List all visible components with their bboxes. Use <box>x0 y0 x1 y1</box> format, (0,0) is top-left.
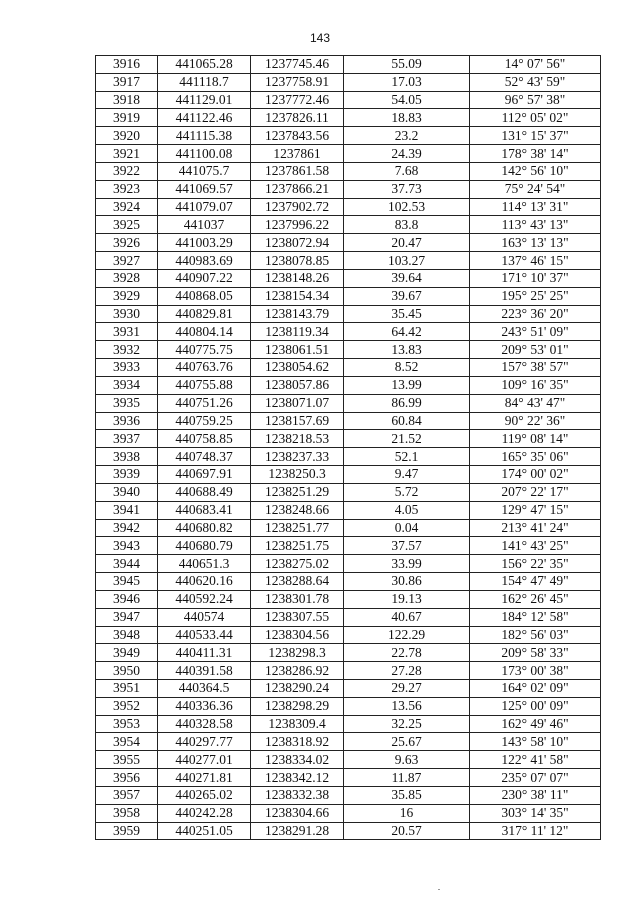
table-row <box>96 216 601 234</box>
direction-angle-cell: 75° 24' 54" <box>470 180 601 198</box>
point-number-cell: 3931 <box>96 323 158 341</box>
direction-angle-cell: 162° 49' 46" <box>470 715 601 733</box>
distance-cell: 64.42 <box>344 323 470 341</box>
coordinates-table <box>95 55 601 840</box>
y-coordinate-cell: 1238251.77 <box>251 519 344 537</box>
direction-angle-cell: 109° 16' 35" <box>470 376 601 394</box>
y-coordinate-cell: 1237861 <box>251 145 344 163</box>
point-number-cell: 3937 <box>96 430 158 448</box>
table-row <box>96 519 601 537</box>
x-coordinate-cell: 441100.08 <box>158 145 251 163</box>
y-coordinate-cell: 1238157.69 <box>251 412 344 430</box>
direction-angle-cell: 84° 43' 47" <box>470 394 601 412</box>
direction-angle-cell: 129° 47' 15" <box>470 501 601 519</box>
distance-cell: 27.28 <box>344 662 470 680</box>
point-number-cell: 3929 <box>96 287 158 305</box>
direction-angle-cell: 112° 05' 02" <box>470 109 601 127</box>
y-coordinate-cell: 1237996.22 <box>251 216 344 234</box>
point-number-cell: 3952 <box>96 697 158 715</box>
y-coordinate-cell: 1238288.64 <box>251 573 344 591</box>
point-number-cell: 3928 <box>96 269 158 287</box>
distance-cell: 54.05 <box>344 91 470 109</box>
point-number-cell: 3923 <box>96 180 158 198</box>
page-number: 143 <box>309 31 331 45</box>
y-coordinate-cell: 1237861.58 <box>251 162 344 180</box>
x-coordinate-cell: 441115.38 <box>158 127 251 145</box>
table-row <box>96 180 601 198</box>
distance-cell: 102.53 <box>344 198 470 216</box>
direction-angle-cell: 223° 36' 20" <box>470 305 601 323</box>
y-coordinate-cell: 1238078.85 <box>251 252 344 270</box>
table-row <box>96 198 601 216</box>
distance-cell: 25.67 <box>344 733 470 751</box>
y-coordinate-cell: 1238291.28 <box>251 822 344 840</box>
x-coordinate-cell: 440983.69 <box>158 252 251 270</box>
table-row <box>96 323 601 341</box>
table-row <box>96 590 601 608</box>
point-number-cell: 3924 <box>96 198 158 216</box>
table-row <box>96 56 601 74</box>
direction-angle-cell: 184° 12' 58" <box>470 608 601 626</box>
direction-angle-cell: 157° 38' 57" <box>470 359 601 377</box>
direction-angle-cell: 209° 58' 33" <box>470 644 601 662</box>
x-coordinate-cell: 440651.3 <box>158 555 251 573</box>
y-coordinate-cell: 1238248.66 <box>251 501 344 519</box>
distance-cell: 86.99 <box>344 394 470 412</box>
direction-angle-cell: 113° 43' 13" <box>470 216 601 234</box>
table-row <box>96 822 601 840</box>
table-row <box>96 359 601 377</box>
x-coordinate-cell: 440758.85 <box>158 430 251 448</box>
distance-cell: 33.99 <box>344 555 470 573</box>
table-row <box>96 127 601 145</box>
point-number-cell: 3954 <box>96 733 158 751</box>
y-coordinate-cell: 1238154.34 <box>251 287 344 305</box>
y-coordinate-cell: 1238072.94 <box>251 234 344 252</box>
y-coordinate-cell: 1238148.26 <box>251 269 344 287</box>
x-coordinate-cell: 440804.14 <box>158 323 251 341</box>
distance-cell: 83.8 <box>344 216 470 234</box>
distance-cell: 39.67 <box>344 287 470 305</box>
y-coordinate-cell: 1238304.66 <box>251 804 344 822</box>
y-coordinate-cell: 1238332.38 <box>251 786 344 804</box>
distance-cell: 7.68 <box>344 162 470 180</box>
y-coordinate-cell: 1238054.62 <box>251 359 344 377</box>
direction-angle-cell: 178° 38' 14" <box>470 145 601 163</box>
table-row <box>96 412 601 430</box>
x-coordinate-cell: 441069.57 <box>158 180 251 198</box>
table-row <box>96 394 601 412</box>
point-number-cell: 3930 <box>96 305 158 323</box>
x-coordinate-cell: 440271.81 <box>158 769 251 787</box>
x-coordinate-cell: 440242.28 <box>158 804 251 822</box>
point-number-cell: 3945 <box>96 573 158 591</box>
point-number-cell: 3920 <box>96 127 158 145</box>
x-coordinate-cell: 440391.58 <box>158 662 251 680</box>
point-number-cell: 3946 <box>96 590 158 608</box>
direction-angle-cell: 131° 15' 37" <box>470 127 601 145</box>
direction-angle-cell: 243° 51' 09" <box>470 323 601 341</box>
table-row <box>96 715 601 733</box>
distance-cell: 37.73 <box>344 180 470 198</box>
table-row <box>96 751 601 769</box>
point-number-cell: 3932 <box>96 341 158 359</box>
direction-angle-cell: 171° 10' 37" <box>470 269 601 287</box>
table-row <box>96 697 601 715</box>
point-number-cell: 3944 <box>96 555 158 573</box>
y-coordinate-cell: 1237843.56 <box>251 127 344 145</box>
table-row <box>96 252 601 270</box>
x-coordinate-cell: 440755.88 <box>158 376 251 394</box>
x-coordinate-cell: 440533.44 <box>158 626 251 644</box>
table-row <box>96 769 601 787</box>
direction-angle-cell: 154° 47' 49" <box>470 573 601 591</box>
point-number-cell: 3957 <box>96 786 158 804</box>
distance-cell: 18.83 <box>344 109 470 127</box>
distance-cell: 13.99 <box>344 376 470 394</box>
scan-artifact <box>438 889 440 890</box>
table-row <box>96 466 601 484</box>
point-number-cell: 3947 <box>96 608 158 626</box>
distance-cell: 24.39 <box>344 145 470 163</box>
y-coordinate-cell: 1238250.3 <box>251 466 344 484</box>
direction-angle-cell: 213° 41' 24" <box>470 519 601 537</box>
x-coordinate-cell: 441122.46 <box>158 109 251 127</box>
distance-cell: 4.05 <box>344 501 470 519</box>
distance-cell: 39.64 <box>344 269 470 287</box>
distance-cell: 13.83 <box>344 341 470 359</box>
direction-angle-cell: 141° 43' 25" <box>470 537 601 555</box>
x-coordinate-cell: 440763.76 <box>158 359 251 377</box>
point-number-cell: 3933 <box>96 359 158 377</box>
table-row <box>96 501 601 519</box>
table-row <box>96 341 601 359</box>
y-coordinate-cell: 1237772.46 <box>251 91 344 109</box>
y-coordinate-cell: 1237745.46 <box>251 56 344 74</box>
x-coordinate-cell: 440748.37 <box>158 448 251 466</box>
table-row <box>96 573 601 591</box>
table-row <box>96 287 601 305</box>
distance-cell: 11.87 <box>344 769 470 787</box>
point-number-cell: 3941 <box>96 501 158 519</box>
direction-angle-cell: 156° 22' 35" <box>470 555 601 573</box>
point-number-cell: 3955 <box>96 751 158 769</box>
direction-angle-cell: 163° 13' 13" <box>470 234 601 252</box>
y-coordinate-cell: 1238143.79 <box>251 305 344 323</box>
point-number-cell: 3940 <box>96 483 158 501</box>
table-row <box>96 162 601 180</box>
distance-cell: 55.09 <box>344 56 470 74</box>
y-coordinate-cell: 1238298.29 <box>251 697 344 715</box>
point-number-cell: 3938 <box>96 448 158 466</box>
direction-angle-cell: 119° 08' 14" <box>470 430 601 448</box>
x-coordinate-cell: 441079.07 <box>158 198 251 216</box>
direction-angle-cell: 317° 11' 12" <box>470 822 601 840</box>
x-coordinate-cell: 441003.29 <box>158 234 251 252</box>
y-coordinate-cell: 1238071.07 <box>251 394 344 412</box>
x-coordinate-cell: 440297.77 <box>158 733 251 751</box>
direction-angle-cell: 14° 07' 56" <box>470 56 601 74</box>
distance-cell: 60.84 <box>344 412 470 430</box>
direction-angle-cell: 207° 22' 17" <box>470 483 601 501</box>
distance-cell: 37.57 <box>344 537 470 555</box>
table-row <box>96 448 601 466</box>
x-coordinate-cell: 440775.75 <box>158 341 251 359</box>
distance-cell: 19.13 <box>344 590 470 608</box>
table-row <box>96 679 601 697</box>
distance-cell: 22.78 <box>344 644 470 662</box>
x-coordinate-cell: 440683.41 <box>158 501 251 519</box>
distance-cell: 20.47 <box>344 234 470 252</box>
table-row <box>96 537 601 555</box>
distance-cell: 40.67 <box>344 608 470 626</box>
x-coordinate-cell: 440251.05 <box>158 822 251 840</box>
x-coordinate-cell: 441118.7 <box>158 73 251 91</box>
direction-angle-cell: 174° 00' 02" <box>470 466 601 484</box>
x-coordinate-cell: 440328.58 <box>158 715 251 733</box>
x-coordinate-cell: 440265.02 <box>158 786 251 804</box>
y-coordinate-cell: 1238304.56 <box>251 626 344 644</box>
x-coordinate-cell: 440759.25 <box>158 412 251 430</box>
distance-cell: 52.1 <box>344 448 470 466</box>
y-coordinate-cell: 1238061.51 <box>251 341 344 359</box>
point-number-cell: 3925 <box>96 216 158 234</box>
y-coordinate-cell: 1238286.92 <box>251 662 344 680</box>
x-coordinate-cell: 440620.16 <box>158 573 251 591</box>
point-number-cell: 3939 <box>96 466 158 484</box>
x-coordinate-cell: 441075.7 <box>158 162 251 180</box>
distance-cell: 103.27 <box>344 252 470 270</box>
y-coordinate-cell: 1238119.34 <box>251 323 344 341</box>
direction-angle-cell: 235° 07' 07" <box>470 769 601 787</box>
point-number-cell: 3943 <box>96 537 158 555</box>
distance-cell: 35.45 <box>344 305 470 323</box>
distance-cell: 21.52 <box>344 430 470 448</box>
x-coordinate-cell: 440680.82 <box>158 519 251 537</box>
y-coordinate-cell: 1238307.55 <box>251 608 344 626</box>
x-coordinate-cell: 440592.24 <box>158 590 251 608</box>
distance-cell: 30.86 <box>344 573 470 591</box>
table-row <box>96 269 601 287</box>
distance-cell: 16 <box>344 804 470 822</box>
x-coordinate-cell: 441037 <box>158 216 251 234</box>
distance-cell: 29.27 <box>344 679 470 697</box>
x-coordinate-cell: 440868.05 <box>158 287 251 305</box>
distance-cell: 35.85 <box>344 786 470 804</box>
direction-angle-cell: 125° 00' 09" <box>470 697 601 715</box>
x-coordinate-cell: 440574 <box>158 608 251 626</box>
table-row <box>96 430 601 448</box>
y-coordinate-cell: 1238251.75 <box>251 537 344 555</box>
x-coordinate-cell: 440364.5 <box>158 679 251 697</box>
x-coordinate-cell: 441129.01 <box>158 91 251 109</box>
point-number-cell: 3927 <box>96 252 158 270</box>
y-coordinate-cell: 1238290.24 <box>251 679 344 697</box>
direction-angle-cell: 162° 26' 45" <box>470 590 601 608</box>
table-row <box>96 305 601 323</box>
distance-cell: 17.03 <box>344 73 470 91</box>
table-row <box>96 109 601 127</box>
y-coordinate-cell: 1238218.53 <box>251 430 344 448</box>
direction-angle-cell: 165° 35' 06" <box>470 448 601 466</box>
table-row <box>96 234 601 252</box>
point-number-cell: 3922 <box>96 162 158 180</box>
direction-angle-cell: 182° 56' 03" <box>470 626 601 644</box>
x-coordinate-cell: 440697.91 <box>158 466 251 484</box>
y-coordinate-cell: 1238309.4 <box>251 715 344 733</box>
y-coordinate-cell: 1238342.12 <box>251 769 344 787</box>
point-number-cell: 3919 <box>96 109 158 127</box>
point-number-cell: 3935 <box>96 394 158 412</box>
direction-angle-cell: 52° 43' 59" <box>470 73 601 91</box>
x-coordinate-cell: 440688.49 <box>158 483 251 501</box>
point-number-cell: 3958 <box>96 804 158 822</box>
direction-angle-cell: 114° 13' 31" <box>470 198 601 216</box>
point-number-cell: 3951 <box>96 679 158 697</box>
distance-cell: 122.29 <box>344 626 470 644</box>
direction-angle-cell: 137° 46' 15" <box>470 252 601 270</box>
table-row <box>96 73 601 91</box>
y-coordinate-cell: 1238237.33 <box>251 448 344 466</box>
direction-angle-cell: 142° 56' 10" <box>470 162 601 180</box>
table-row <box>96 733 601 751</box>
direction-angle-cell: 90° 22' 36" <box>470 412 601 430</box>
x-coordinate-cell: 440411.31 <box>158 644 251 662</box>
point-number-cell: 3959 <box>96 822 158 840</box>
table-row <box>96 626 601 644</box>
distance-cell: 9.47 <box>344 466 470 484</box>
direction-angle-cell: 143° 58' 10" <box>470 733 601 751</box>
point-number-cell: 3921 <box>96 145 158 163</box>
direction-angle-cell: 122° 41' 58" <box>470 751 601 769</box>
x-coordinate-cell: 441065.28 <box>158 56 251 74</box>
distance-cell: 20.57 <box>344 822 470 840</box>
y-coordinate-cell: 1237866.21 <box>251 180 344 198</box>
table-row <box>96 644 601 662</box>
point-number-cell: 3949 <box>96 644 158 662</box>
point-number-cell: 3956 <box>96 769 158 787</box>
point-number-cell: 3942 <box>96 519 158 537</box>
x-coordinate-cell: 440336.36 <box>158 697 251 715</box>
coordinates-table-body <box>96 56 601 840</box>
y-coordinate-cell: 1238057.86 <box>251 376 344 394</box>
table-row <box>96 483 601 501</box>
y-coordinate-cell: 1238318.92 <box>251 733 344 751</box>
point-number-cell: 3950 <box>96 662 158 680</box>
distance-cell: 0.04 <box>344 519 470 537</box>
direction-angle-cell: 96° 57' 38" <box>470 91 601 109</box>
x-coordinate-cell: 440277.01 <box>158 751 251 769</box>
table-row <box>96 145 601 163</box>
table-row <box>96 786 601 804</box>
distance-cell: 13.56 <box>344 697 470 715</box>
point-number-cell: 3918 <box>96 91 158 109</box>
point-number-cell: 3936 <box>96 412 158 430</box>
point-number-cell: 3917 <box>96 73 158 91</box>
y-coordinate-cell: 1238275.02 <box>251 555 344 573</box>
direction-angle-cell: 230° 38' 11" <box>470 786 601 804</box>
distance-cell: 5.72 <box>344 483 470 501</box>
y-coordinate-cell: 1237826.11 <box>251 109 344 127</box>
y-coordinate-cell: 1238334.02 <box>251 751 344 769</box>
distance-cell: 32.25 <box>344 715 470 733</box>
direction-angle-cell: 209° 53' 01" <box>470 341 601 359</box>
y-coordinate-cell: 1238251.29 <box>251 483 344 501</box>
table-row <box>96 376 601 394</box>
point-number-cell: 3926 <box>96 234 158 252</box>
distance-cell: 8.52 <box>344 359 470 377</box>
point-number-cell: 3934 <box>96 376 158 394</box>
y-coordinate-cell: 1237902.72 <box>251 198 344 216</box>
point-number-cell: 3948 <box>96 626 158 644</box>
direction-angle-cell: 164° 02' 09" <box>470 679 601 697</box>
point-number-cell: 3953 <box>96 715 158 733</box>
point-number-cell: 3916 <box>96 56 158 74</box>
y-coordinate-cell: 1237758.91 <box>251 73 344 91</box>
y-coordinate-cell: 1238301.78 <box>251 590 344 608</box>
distance-cell: 9.63 <box>344 751 470 769</box>
table-row <box>96 91 601 109</box>
direction-angle-cell: 173° 00' 38" <box>470 662 601 680</box>
y-coordinate-cell: 1238298.3 <box>251 644 344 662</box>
x-coordinate-cell: 440907.22 <box>158 269 251 287</box>
x-coordinate-cell: 440751.26 <box>158 394 251 412</box>
x-coordinate-cell: 440680.79 <box>158 537 251 555</box>
direction-angle-cell: 303° 14' 35" <box>470 804 601 822</box>
direction-angle-cell: 195° 25' 25" <box>470 287 601 305</box>
distance-cell: 23.2 <box>344 127 470 145</box>
table-row <box>96 608 601 626</box>
table-row <box>96 662 601 680</box>
table-row <box>96 555 601 573</box>
x-coordinate-cell: 440829.81 <box>158 305 251 323</box>
table-row <box>96 804 601 822</box>
